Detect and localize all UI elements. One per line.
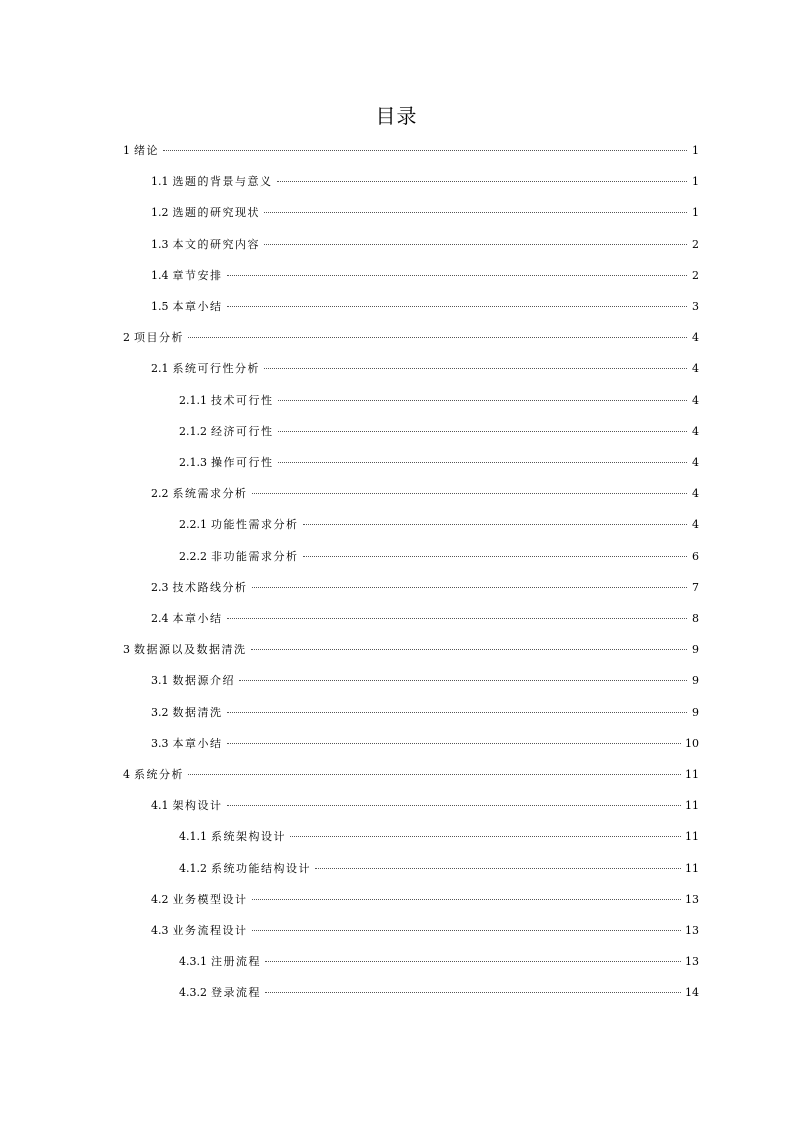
toc-entry-title: 绪论 xyxy=(134,144,159,157)
toc-entry[interactable] xyxy=(179,423,699,441)
toc-entry-number: 1.4 xyxy=(151,268,169,282)
toc-entry-title: 架构设计 xyxy=(172,799,223,813)
dot-leader xyxy=(227,275,688,276)
toc-entry-number: 4.3.2 xyxy=(179,986,207,1000)
toc-entry[interactable] xyxy=(151,891,699,909)
toc-entry-page-number: 2 xyxy=(692,237,699,251)
toc-entry[interactable] xyxy=(123,329,699,347)
toc-entry-page-number: 1 xyxy=(692,206,699,220)
toc-entry-number: 3 xyxy=(123,643,130,657)
toc-entry-page-number: 9 xyxy=(692,705,699,719)
toc-entry[interactable] xyxy=(179,454,699,472)
toc-entry[interactable] xyxy=(151,922,699,940)
toc-entry[interactable] xyxy=(179,860,699,878)
toc-entry-title: 选题的研究现状 xyxy=(172,206,260,220)
toc-entry-number: 4.3 xyxy=(151,924,169,937)
toc-entry-number: 1.1 xyxy=(151,175,169,189)
toc-entry-page-number: 9 xyxy=(692,674,699,688)
toc-entry[interactable] xyxy=(123,142,699,160)
toc-entry-title: 系统功能结构设计 xyxy=(211,861,311,875)
toc-entry[interactable] xyxy=(179,516,699,534)
toc-entry-page-number: 4 xyxy=(692,331,699,345)
toc-entry-title: 注册流程 xyxy=(211,955,261,969)
toc-entry-number: 4 xyxy=(123,768,130,781)
dot-leader xyxy=(163,150,687,151)
toc-entry-number: 1.2 xyxy=(151,206,169,220)
toc-entry-number: 2.1 xyxy=(151,362,169,376)
toc-entry-page-number: 11 xyxy=(685,799,699,813)
dot-leader xyxy=(252,930,682,931)
toc-entry-title: 数据源以及数据清洗 xyxy=(134,643,247,657)
toc-entry-number: 2 xyxy=(123,331,130,345)
toc-entry-page-number: 1 xyxy=(692,144,699,157)
toc-entry-number: 1.5 xyxy=(151,300,169,313)
toc-entry-title: 系统可行性分析 xyxy=(172,362,260,376)
toc-entry-page-number: 14 xyxy=(685,986,699,1000)
toc-entry-title: 操作可行性 xyxy=(211,456,274,469)
toc-entry-title: 业务流程设计 xyxy=(172,924,248,937)
toc-entry-page-number: 11 xyxy=(685,861,699,875)
toc-entry-page-number: 4 xyxy=(692,518,699,532)
dot-leader xyxy=(239,680,687,681)
toc-entry-title: 本章小结 xyxy=(172,612,223,625)
dot-leader xyxy=(227,618,688,619)
toc-entry-page-number: 4 xyxy=(692,487,699,501)
toc-entry-title: 功能性需求分析 xyxy=(211,518,299,532)
toc-entry-page-number: 9 xyxy=(692,643,699,657)
dot-leader xyxy=(264,244,687,245)
dot-leader xyxy=(303,556,688,557)
toc-entry[interactable] xyxy=(179,392,699,410)
toc-entry-title: 本章小结 xyxy=(172,300,223,313)
dot-leader xyxy=(278,462,688,463)
toc-entry-number: 2.3 xyxy=(151,580,169,594)
dot-leader xyxy=(277,181,688,182)
toc-title: 目录 xyxy=(375,104,418,128)
toc-entry[interactable] xyxy=(151,204,699,222)
toc-entry-title: 数据清洗 xyxy=(172,705,223,719)
dot-leader xyxy=(252,587,688,588)
toc-entry-page-number: 10 xyxy=(685,736,699,750)
toc-entry[interactable] xyxy=(151,267,699,285)
toc-entry-title: 选题的背景与意义 xyxy=(172,175,273,189)
toc-entry-number: 2.1.1 xyxy=(179,393,207,407)
toc-entry-number: 3.3 xyxy=(151,736,169,750)
toc-entry-title: 系统需求分析 xyxy=(172,487,248,501)
toc-entry-number: 1.3 xyxy=(151,237,169,251)
toc-entry-title: 本文的研究内容 xyxy=(172,237,260,251)
dot-leader xyxy=(315,868,681,869)
toc-entry-title: 业务模型设计 xyxy=(172,892,248,906)
toc-entry[interactable] xyxy=(151,360,699,378)
toc-entry-title: 系统分析 xyxy=(134,768,184,781)
toc-entry[interactable] xyxy=(179,548,699,566)
dot-leader xyxy=(227,306,688,307)
toc-entry-title: 经济可行性 xyxy=(211,424,274,438)
toc-entry[interactable] xyxy=(151,579,699,597)
toc-entry-number: 4.3.1 xyxy=(179,955,207,969)
toc-entry[interactable] xyxy=(151,735,699,753)
dot-leader xyxy=(227,805,682,806)
toc-entry[interactable] xyxy=(151,173,699,191)
toc-entry-number: 4.1.2 xyxy=(179,861,207,875)
toc-entry[interactable] xyxy=(123,766,699,784)
toc-entry-number: 2.1.2 xyxy=(179,424,207,438)
toc-entry[interactable] xyxy=(151,236,699,254)
toc-entry[interactable] xyxy=(151,610,699,628)
toc-entry-number: 1 xyxy=(123,144,130,157)
dot-leader xyxy=(251,649,688,650)
toc-entry-page-number: 13 xyxy=(685,924,699,937)
dot-leader xyxy=(227,712,688,713)
toc-entry[interactable] xyxy=(179,984,699,1002)
toc-entry-page-number: 13 xyxy=(685,955,699,969)
dot-leader xyxy=(188,337,687,338)
toc-entry-number: 4.1.1 xyxy=(179,830,207,844)
toc-entry-page-number: 1 xyxy=(692,175,699,189)
dot-leader xyxy=(265,992,681,993)
toc-entry-page-number: 2 xyxy=(692,268,699,282)
toc-entry-page-number: 4 xyxy=(692,424,699,438)
dot-leader xyxy=(264,368,687,369)
toc-entry-number: 2.2.1 xyxy=(179,518,207,532)
toc-entry-page-number: 4 xyxy=(692,362,699,376)
toc-entry-number: 3.1 xyxy=(151,674,169,688)
toc-entry[interactable] xyxy=(151,298,699,316)
toc-entry[interactable] xyxy=(151,485,699,503)
toc-entry-number: 2.4 xyxy=(151,612,169,625)
dot-leader xyxy=(290,836,681,837)
toc-entry-page-number: 8 xyxy=(692,612,699,625)
toc-entry[interactable] xyxy=(179,953,699,971)
toc-entry-page-number: 11 xyxy=(685,830,699,844)
toc-entry-number: 2.2.2 xyxy=(179,549,207,563)
toc-entry-title: 项目分析 xyxy=(134,331,184,345)
toc-entry[interactable] xyxy=(151,797,699,815)
toc-entry-title: 章节安排 xyxy=(172,268,223,282)
toc-entry-title: 登录流程 xyxy=(211,986,261,1000)
toc-entry-title: 技术可行性 xyxy=(211,393,274,407)
toc-entry-title: 本章小结 xyxy=(172,736,223,750)
toc-entry-title: 技术路线分析 xyxy=(172,580,248,594)
toc-entry[interactable] xyxy=(151,672,699,690)
toc-entry-page-number: 7 xyxy=(692,580,699,594)
toc-entry-page-number: 3 xyxy=(692,300,699,313)
toc-entry-number: 2.2 xyxy=(151,487,169,501)
toc-entry[interactable] xyxy=(123,641,699,659)
dot-leader xyxy=(278,431,688,432)
toc-entry-page-number: 6 xyxy=(692,549,699,563)
dot-leader xyxy=(188,774,681,775)
toc-entry-number: 4.1 xyxy=(151,799,169,813)
toc-entry-page-number: 13 xyxy=(685,892,699,906)
dot-leader xyxy=(227,743,682,744)
toc-entry-number: 3.2 xyxy=(151,705,169,719)
dot-leader xyxy=(264,212,687,213)
dot-leader xyxy=(278,400,688,401)
toc-entry-page-number: 4 xyxy=(692,456,699,469)
toc-entry-number: 2.1.3 xyxy=(179,456,207,469)
toc-entry-number: 4.2 xyxy=(151,892,169,906)
toc-entry[interactable] xyxy=(179,828,699,846)
toc-entry-page-number: 11 xyxy=(685,768,699,781)
toc-entry-title: 系统架构设计 xyxy=(211,830,286,844)
dot-leader xyxy=(252,493,688,494)
dot-leader xyxy=(265,961,681,962)
toc-entry[interactable] xyxy=(151,704,699,722)
toc-entry-title: 非功能需求分析 xyxy=(211,549,299,563)
toc-entry-title: 数据源介绍 xyxy=(172,674,235,688)
dot-leader xyxy=(252,899,682,900)
dot-leader xyxy=(303,524,688,525)
toc-entry-page-number: 4 xyxy=(692,393,699,407)
